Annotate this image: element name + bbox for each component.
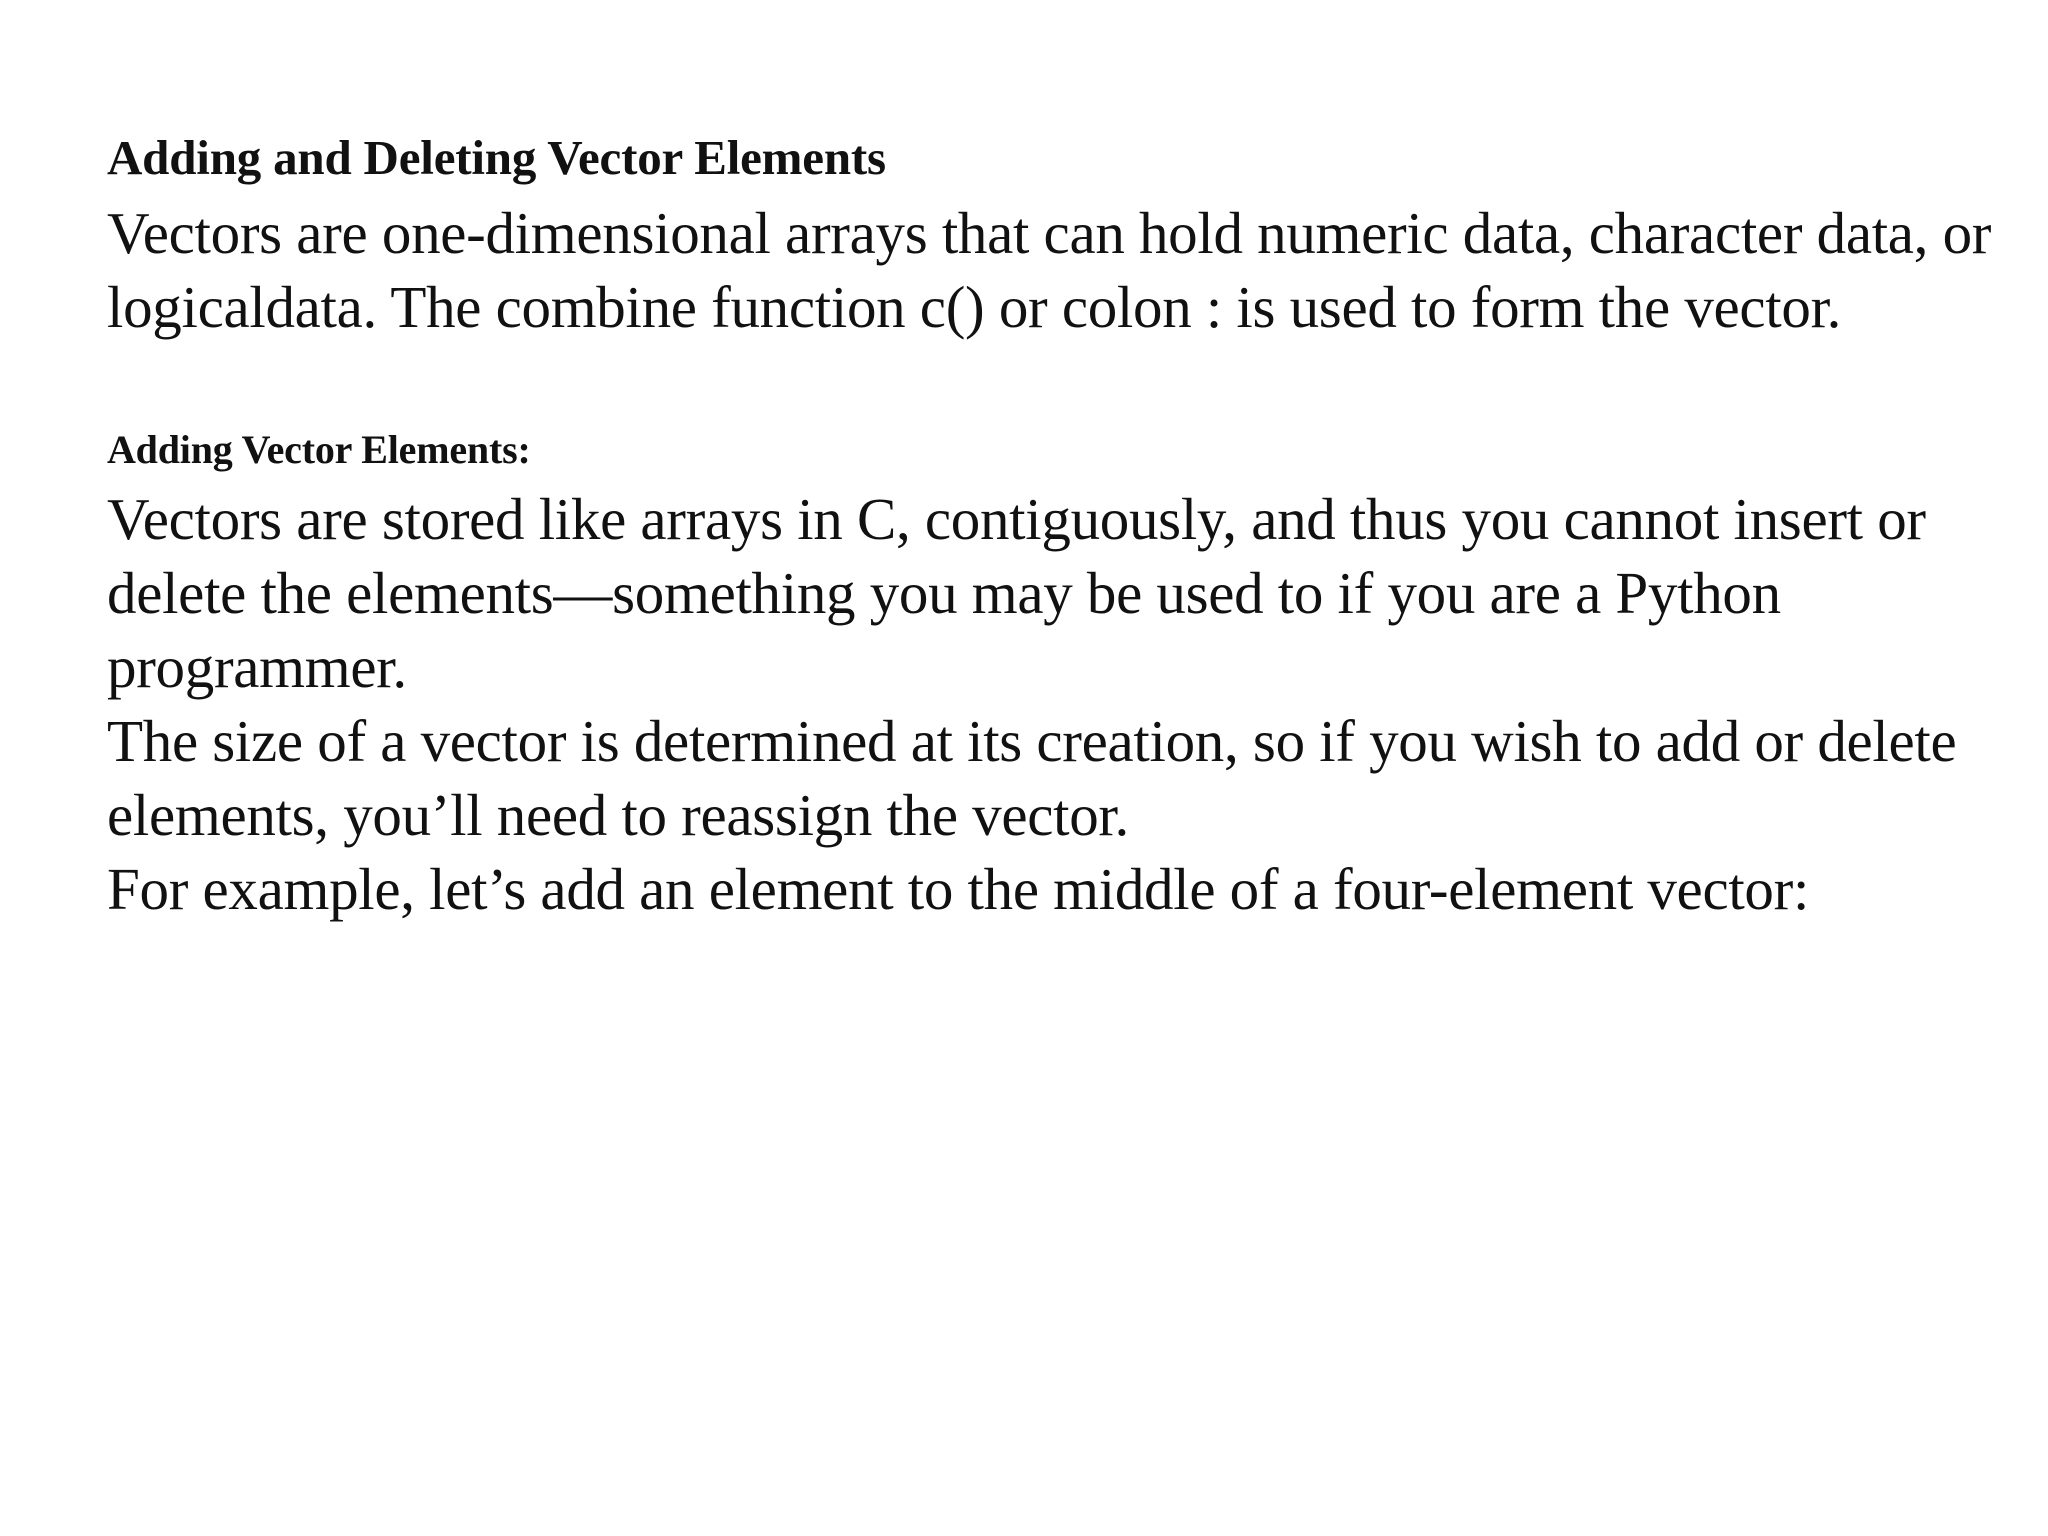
page-title: Adding and Deleting Vector Elements bbox=[107, 130, 886, 185]
intro-line: logicaldata. The combine function c() or colon : is used to form the vector. bbox=[107, 274, 1842, 340]
intro-line: Vectors are one-dimensional arrays that can hold numeric data, character data, or bbox=[107, 200, 1992, 266]
document-content bbox=[107, 128, 1992, 926]
body-line: For example, let’s add an element to the middle of a four-element vector: bbox=[107, 856, 1810, 922]
body-line: programmer. bbox=[107, 634, 407, 700]
intro-paragraph bbox=[107, 196, 1992, 344]
body-line: Vectors are stored like arrays in C, contiguously, and thus you cannot insert or bbox=[107, 486, 1926, 552]
body-line: The size of a vector is determined at its creation, so if you wish to add or delete bbox=[107, 708, 1957, 774]
body-line: elements, you’ll need to reassign the vector. bbox=[107, 782, 1129, 848]
section-heading: Adding Vector Elements: bbox=[107, 427, 531, 472]
body-line: delete the elements—something you may be used to if you are a Python bbox=[107, 560, 1781, 626]
section-body bbox=[107, 482, 1987, 926]
